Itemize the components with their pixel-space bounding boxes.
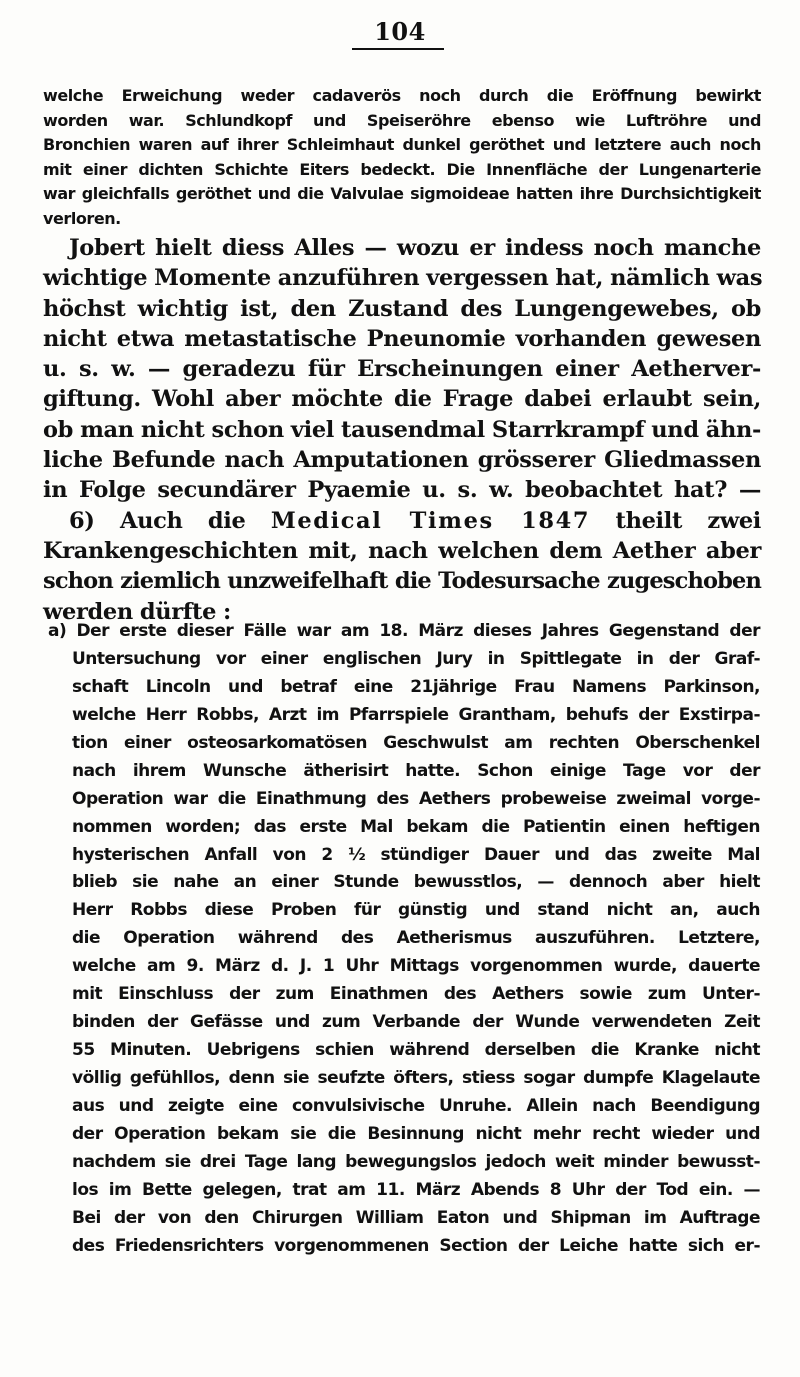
text-line: 55 Minuten. Uebrigens schien während derselben die Kranke nicht: [72, 1040, 760, 1061]
intro-paragraph: [43, 84, 761, 232]
text-line: Krankengeschichten mit, nach welchen dem Aether aber: [43, 537, 761, 564]
text-line: Bronchien waren auf ihrer Schleimhaut dunkel geröthet und letztere auch noch: [43, 135, 761, 155]
text-line: los im Bette gelegen, trat am 11. März Abends 8 Uhr der Tod ein. —: [72, 1179, 760, 1200]
text-line: [43, 506, 761, 536]
text-line: Jobert hielt diess Alles — wozu er indess noch manche: [69, 235, 761, 261]
text-line: Untersuchung vor einer englischen Jury in Spittlegate in der Graf-: [72, 648, 760, 669]
medical-times-title: Medical Times 1847: [270, 507, 591, 534]
text-line: a) Der erste dieser Fälle war am 18. März dieses Jahres Gegenstand der: [48, 621, 760, 641]
text-line: mit einer dichten Schichte Eiters bedeckt. Die Innenfläche der Lungenarterie: [43, 159, 761, 179]
text-line: der Operation bekam sie die Besinnung nicht mehr recht wieder und: [72, 1123, 760, 1144]
medical-times-suffix: theilt zwei: [590, 507, 761, 534]
text-line: Herr Robbs diese Proben für günstig und stand nicht an, auch: [72, 900, 760, 921]
text-line: giftung. Wohl aber möchte die Frage dabei erlaubt sein,: [43, 386, 761, 413]
text-line: binden der Gefässe und zum Verbande der Wunde verwendeten Zeit: [72, 1012, 760, 1033]
text-line: welche am 9. März d. J. 1 Uhr Mittags vorgenommen wurde, dauerte: [72, 956, 760, 977]
text-line: mit Einschluss der zum Einathmen des Aethers sowie zum Unter-: [72, 984, 760, 1005]
case-a-paragraph: [48, 618, 760, 1261]
text-line: wichtige Momente anzuführen vergessen hat, nämlich was: [43, 265, 763, 292]
text-line: höchst wichtig ist, den Zustand des Lungengewebes, ob: [43, 295, 761, 322]
text-line: Operation war die Einathmung des Aethers probeweise zweimal vorge-: [72, 788, 760, 809]
text-line: aus und zeigte eine convulsivische Unruhe. Allein nach Beendigung: [72, 1095, 760, 1116]
text-line: welche Erweichung weder cadaverös noch durch die Eröffnung bewirkt: [43, 86, 761, 105]
text-line: in Folge secundärer Pyaemie u. s. w. beobachtet hat? —: [43, 477, 761, 504]
text-line: schaft Lincoln und betraf eine 21jährige Frau Namens Parkinson,: [72, 676, 760, 697]
header-rule: [352, 48, 444, 50]
text-line: ob man nicht schon viel tausendmal Starrkrampf und ähn-: [43, 416, 761, 443]
main-paragraph: [43, 233, 761, 627]
text-line: welche Herr Robbs, Arzt im Pfarrspiele Grantham, behufs der Exstirpa-: [72, 704, 760, 725]
text-line: nicht etwa metastatische Pneunomie vorhanden gewesen: [43, 325, 761, 352]
text-line: verloren.: [43, 208, 121, 228]
text-line: liche Befunde nach Amputationen grösserer Gliedmassen: [43, 447, 761, 474]
text-line: die Operation während des Aetherismus auszuführen. Letztere,: [72, 928, 760, 949]
text-line: Bei der von den Chirurgen William Eaton und Shipman im Auftrage: [72, 1207, 760, 1228]
text-line: u. s. w. — geradezu für Erscheinungen einer Aetherver-: [43, 356, 761, 383]
medical-times-prefix: 6) Auch die: [69, 507, 271, 534]
text-line: hysterischen Anfall von 2 ½ stündiger Dauer und das zweite Mal: [72, 844, 760, 865]
page-number: 104: [374, 17, 426, 46]
text-line: blieb sie nahe an einer Stunde bewusstlos, — dennoch aber hielt: [72, 872, 760, 893]
text-line: des Friedensrichters vorgenommenen Section der Leiche hatte sich er-: [72, 1235, 760, 1256]
text-line: völlig gefühllos, denn sie seufzte öfters, stiess sogar dumpfe Klagelaute: [72, 1068, 760, 1088]
text-line: worden war. Schlundkopf und Speiseröhre ebenso wie Luftröhre und: [43, 110, 761, 130]
text-line: war gleichfalls geröthet und die Valvulae sigmoideae hatten ihre Durchsichtigkeit: [43, 184, 761, 204]
text-line: werden dürfte :: [43, 598, 231, 625]
text-line: schon ziemlich unzweifelhaft die Todesursache zugeschoben: [43, 568, 761, 595]
text-line: nach ihrem Wunsche ätherisirt hatte. Schon einige Tage vor der: [72, 760, 760, 781]
text-line: nachdem sie drei Tage lang bewegungslos jedoch weit minder bewusst-: [72, 1151, 760, 1172]
text-line: tion einer osteosarkomatösen Geschwulst am rechten Oberschenkel: [72, 732, 760, 753]
text-line: nommen worden; das erste Mal bekam die Patientin einen heftigen: [72, 816, 760, 837]
